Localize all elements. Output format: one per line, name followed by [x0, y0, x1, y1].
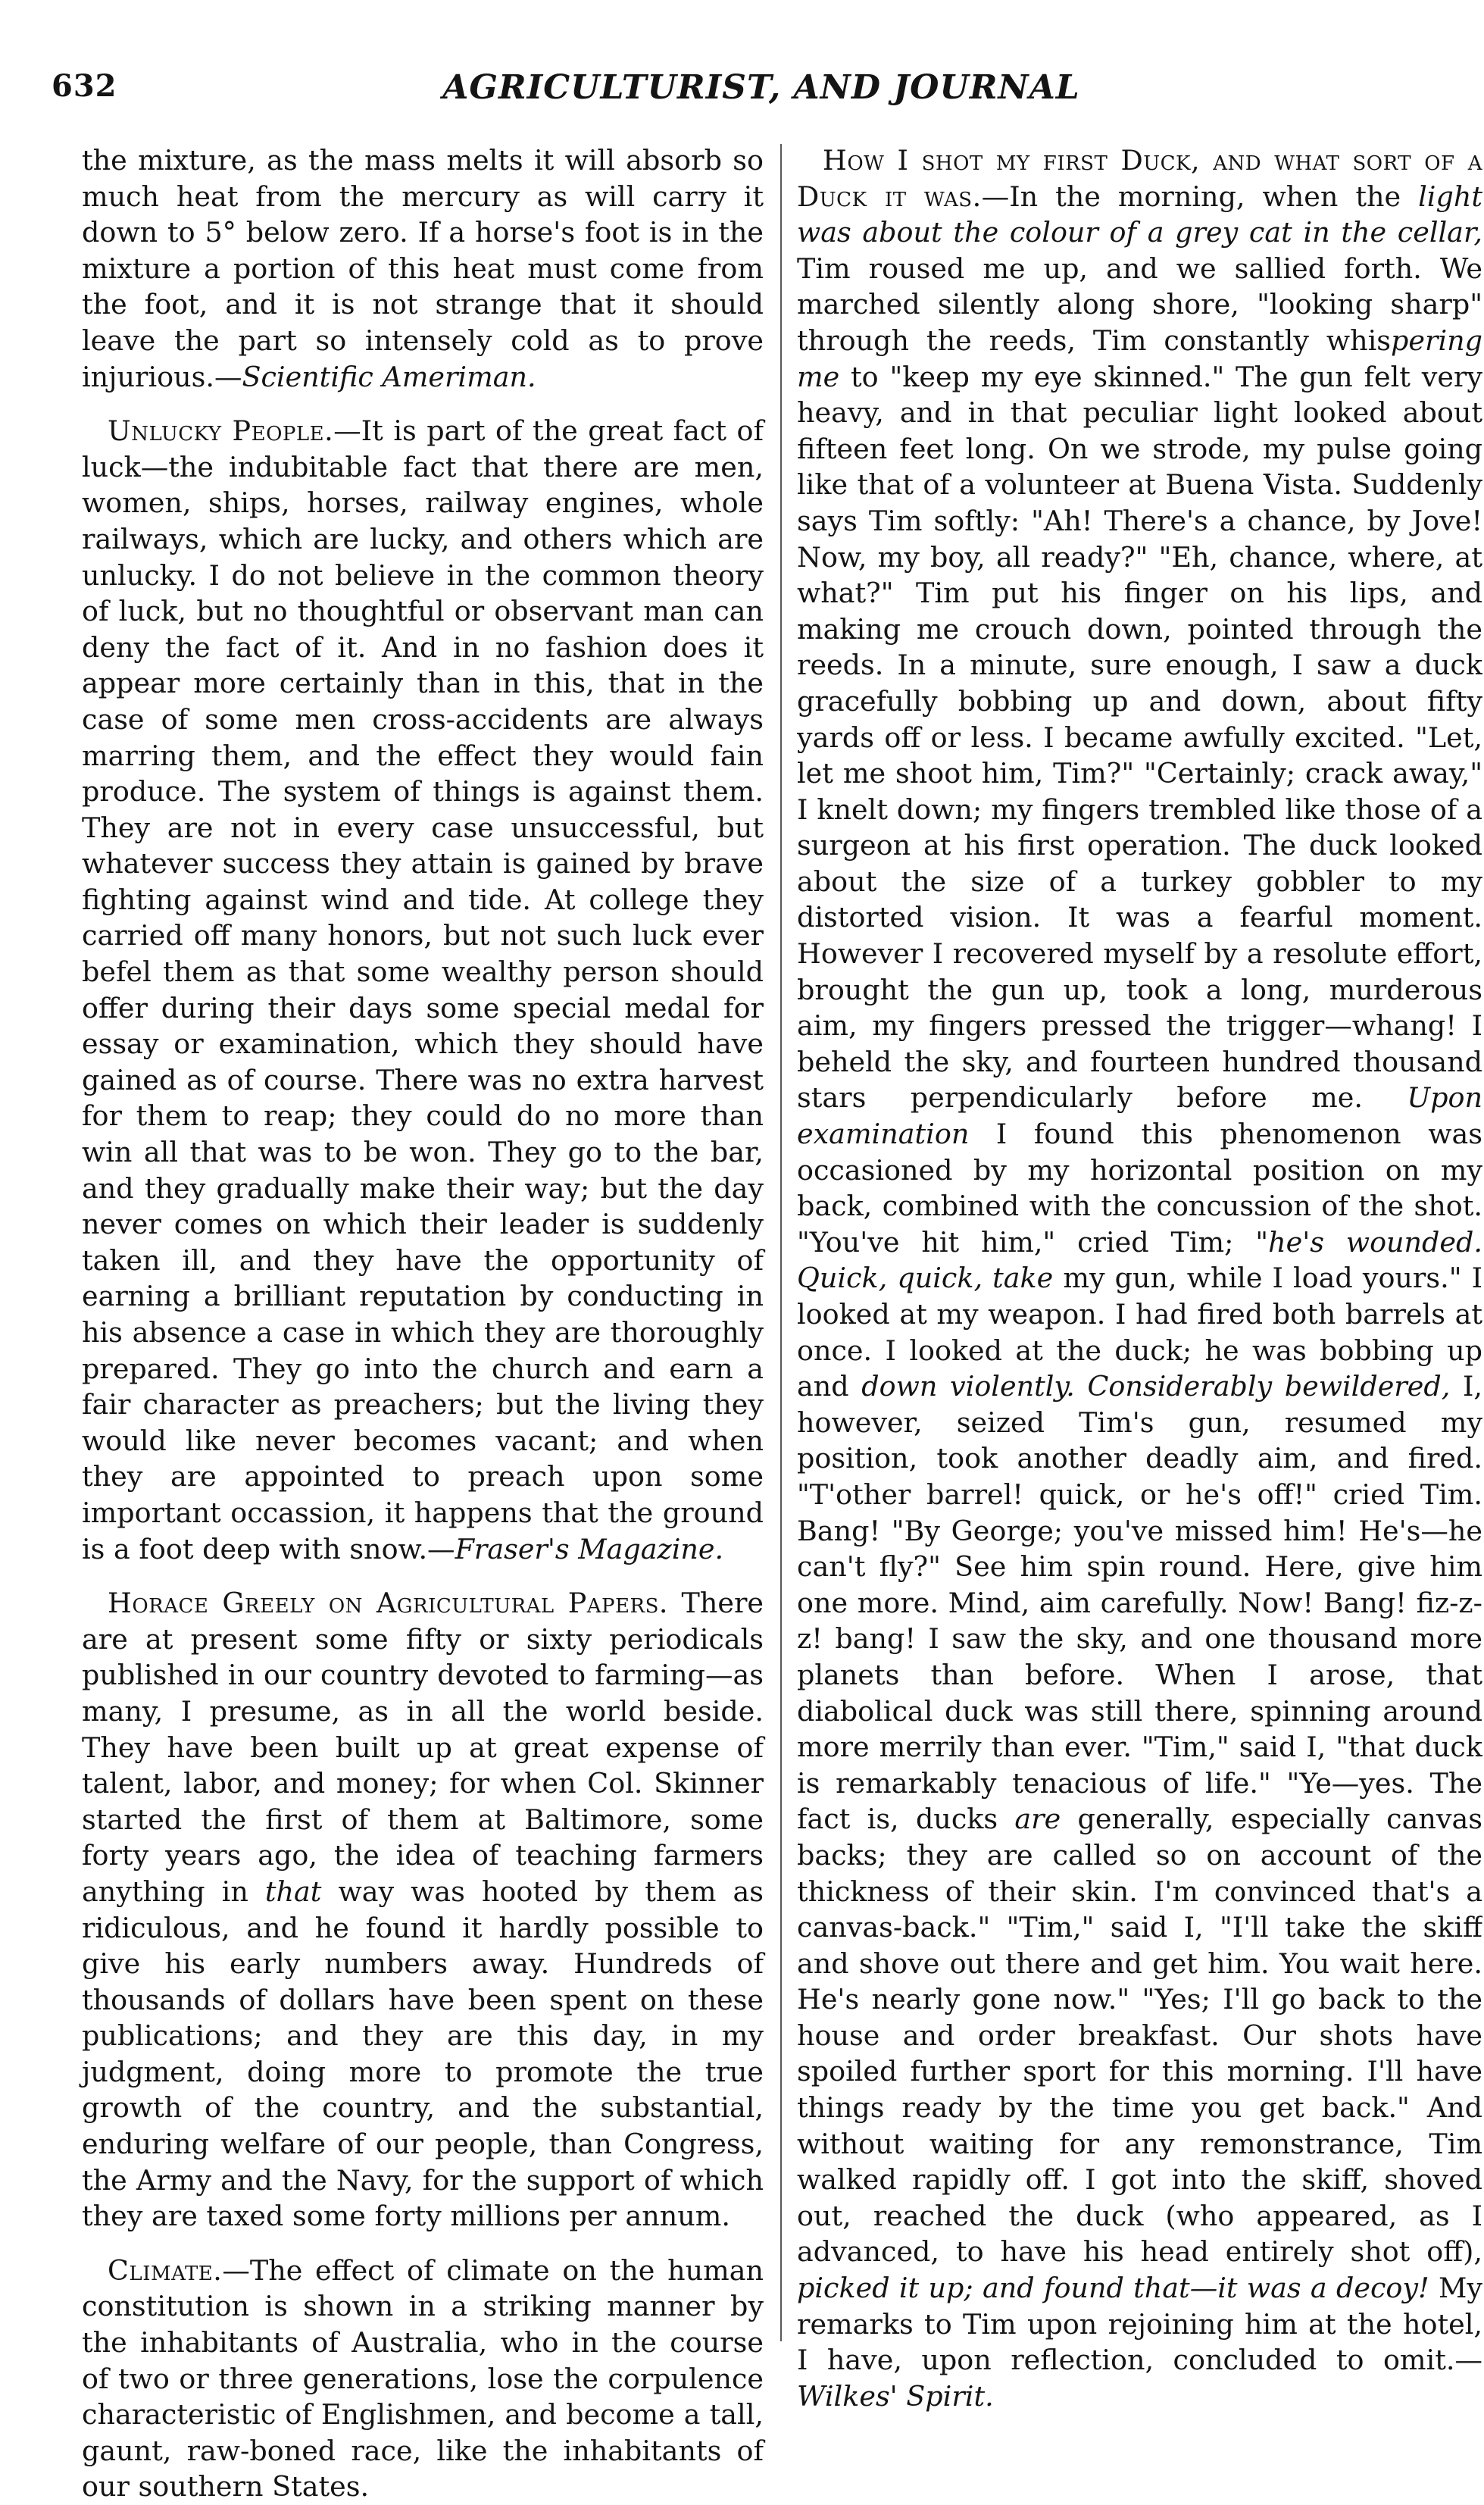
article-first-duck-text-4: I found this phenomenon was occasioned by my horizontal position on my back, combined with the concussion of the shot. "You've hit him," cried Tim;	[797, 1118, 1482, 1259]
article-unlucky-people-source: Fraser's Magazine.	[455, 1532, 724, 1565]
article-agricultural-papers	[82, 1585, 764, 2234]
article-first-duck	[797, 142, 1482, 2414]
article-first-duck-text-5: my gun, while I load yours." I looked at my weapon. I had fired both barrels at once. I looked at the duck; he was bobbing up and	[797, 1262, 1482, 1403]
article-first-duck-italic-5: down violently. Considerably bewildered,	[861, 1370, 1451, 1403]
article-first-duck-italic-1: light was about the colour of a grey cat in the cellar,	[797, 180, 1482, 249]
right-column	[797, 142, 1482, 2414]
paragraph-mixture-body: the mixture, as the mass melts it will absorb so much heat from the mercury as will carry it down to 5° below zero. If a horse's foot is in the mixture a portion of this heat must come from the foot, and it is not strange that it should leave the part so intensely cold as to prove injurious.—	[82, 144, 764, 393]
column-divider	[780, 144, 782, 2341]
left-column	[82, 142, 764, 2505]
article-first-duck-italic-7: picked it up; and found that—it was a decoy!	[797, 2272, 1429, 2305]
article-first-duck-text-6: I, however, seized Tim's gun, resumed my position, took another deadly aim, and fired. "T'other barrel! quick, or he's off!" cried Tim. Bang! "By George; you've missed him! He's—he can't fly?" See him spin round. Here, give him one more. Mind, aim carefully. Now! Bang! fiz-z-z! bang! I saw the sky, and one thousand more planets than before. When I arose, that diabolical duck was still there, spinning around more merrily than ever. "Tim," said I, "that duck is remarkably tenacious of life." "Ye—yes. The fact is, ducks	[797, 1370, 1482, 1836]
article-first-duck-heading: How I shot my first Duck, and what sort of a Duck it was.	[797, 144, 1482, 213]
article-first-duck-italic-2: pering me	[797, 324, 1482, 393]
paragraph-mixture	[82, 142, 764, 395]
article-first-duck-text-8: My remarks to Tim upon rejoining him at the hotel, I have, upon reflection, concluded to omit.—	[797, 2272, 1482, 2377]
article-climate	[82, 2253, 764, 2505]
article-unlucky-people-heading: Unlucky People.	[108, 414, 334, 448]
article-unlucky-people	[82, 413, 764, 1567]
article-agricultural-papers-heading: Horace Greely on Agricultural Papers.	[108, 1587, 668, 1620]
article-first-duck-italic-6: are	[1014, 1803, 1061, 1836]
article-first-duck-text-7: generally, especially canvas backs; they are called so on account of the thickness of their skin. I'm convinced that's a canvas-back." "Tim," said I, "I'll take the skiff and shove out there and get him. You wait here. He's nearly gone now." "Yes; I'll go back to the house and order breakfast. Our shots have spoiled further sport for this morning. I'll have things ready by the time you get back." And without waiting for any remonstrance, Tim walked rapidly off. I got into the skiff, shoved out, reached the duck (who appeared, as I advanced, to have his head entirely shot off),	[797, 1803, 1482, 2269]
article-first-duck-text-1: —In the morning, when the	[981, 180, 1419, 213]
article-unlucky-people-body: —It is part of the great fact of luck—the indubitable fact that there are men, women, ships, horses, railway engines, whole railways, which are lucky, and others which are unlucky. I do not believe in the common theory of luck, but no thoughtful or observant man can deny the fact of it. And in no fashion does it appear more certainly than in this, that in the case of some men cross-accidents are always marring them, and the effect they would fain produce. The system of things is against them. They are not in every case unsuccessful, but whatever success they attain is gained by brave fighting against wind and tide. At college they carried off many honors, but not such luck ever befel them as that some wealthy person should offer during their days some special medal for essay or examination, which they should have gained as of course. There was no extra harvest for them to reap; they could do no more than win all that was to be won. They go to the bar, and they gradually make their way; but the day never comes on which their leader is suddenly taken ill, and they have the opportunity of earning a brilliant reputation by conducting in his absence a case in which they are thoroughly prepared. They go into the church and earn a fair character as preachers; but the living they would like never becomes vacant; and when they are appointed to preach upon some important occassion, it happens that the ground is a foot deep with snow.—	[82, 414, 764, 1565]
paragraph-mixture-source: Scientific Ameriman.	[242, 360, 536, 393]
article-agricultural-papers-body-2: way was hooted by them as ridiculous, and he found it hardly possible to give his early numbers away. Hundreds of thousands of dollars have been spent on these publications; and they are this day, in my judgment, doing more to promote the true growth of the country, and the substantial, enduring welfare of our people, than Congress, the Army and the Navy, for the support of which they are taxed some forty millions per annum.	[82, 1875, 764, 2233]
page-number: 632	[52, 68, 117, 104]
article-first-duck-text-3: to "keep my eye skinned." The gun felt very heavy, and in that peculiar light looked about fifteen feet long. On we strode, my pulse going like that of a volunteer at Buena Vista. Suddenly says Tim softly: "Ah! There's a chance, by Jove! Now, my boy, all ready?" "Eh, chance, where, at what?" Tim put his finger on his lips, and making me crouch down, pointed through the reeds. In a minute, sure enough, I saw a duck gracefully bobbing up and down, about fifty yards off or less. I became awfully excited. "Let, let me shoot him, Tim?" "Certainly; crack away," I knelt down; my fingers trembled like those of a surgeon at his first operation. The duck looked about the size of a turkey gobbler to my distorted vision. It was a fearful moment. However I recovered myself by a resolute effort, brought the gun up, took a long, murderous aim, my fingers pressed the trigger—whang! I beheld the sky, and fourteen hundred thousand stars perpendicularly before me.	[797, 360, 1482, 1115]
article-agricultural-papers-emphasis: that	[264, 1875, 322, 1908]
article-first-duck-italic-4: "he's wounded. Quick, quick, take	[797, 1225, 1482, 1295]
article-first-duck-text-2: Tim roused me up, and we sallied forth. We marched silently along shore, "looking sharp" through the reeds, Tim constantly whis	[797, 252, 1482, 357]
article-first-duck-source: Wilkes' Spirit.	[797, 2379, 994, 2413]
page-header	[45, 62, 1477, 123]
article-climate-heading: Climate.	[108, 2253, 223, 2287]
running-title: AGRICULTURIST, AND JOURNAL	[442, 68, 1080, 107]
article-climate-body: —The effect of climate on the human constitution is shown in a striking manner by the inhabitants of Australia, who in the course of two or three generations, lose the corpulence characteristic of Englishmen, and become a tall, gaunt, raw-boned race, like the inhabitants of our southern States.	[82, 2253, 764, 2503]
article-first-duck-italic-3: Upon examination	[797, 1081, 1482, 1151]
article-agricultural-papers-body-1: There are at present some fifty or sixty periodicals published in our country devoted to farming—as many, I presume, as in all the world beside. They have been built up at great expense of talent, labor, and money; for when Col. Skinner started the first of them at Baltimore, some forty years ago, the idea of teaching farmers anything in	[82, 1587, 764, 1908]
